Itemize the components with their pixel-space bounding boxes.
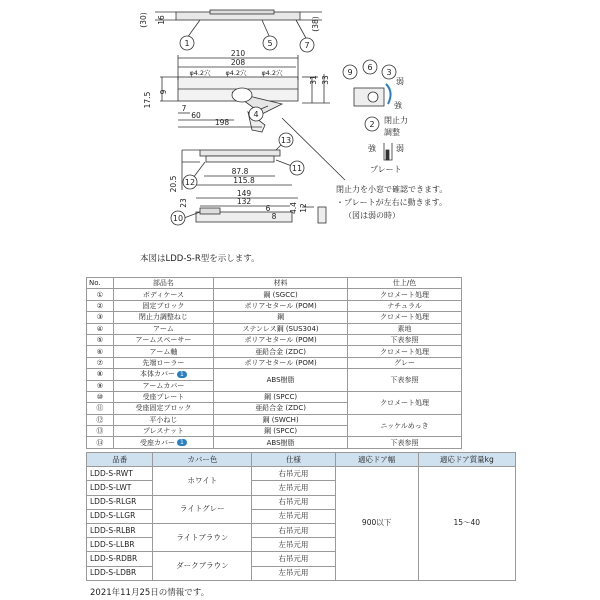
dim-hole-3: φ4.2穴 [261,69,283,77]
dim-6: 6 [265,204,271,213]
spec-cell: 左吊元用 [252,566,335,580]
callout-2-text: 2 [369,120,375,129]
note-line-1: 閉止力を小窓で確認できます。 [336,185,448,194]
badge-1: 1 [177,371,187,378]
part-material: 鋼 (SGCC) [214,289,348,300]
part-material: ポリアセタール (POM) [214,357,348,368]
part-no: ⑧ [87,369,114,380]
product-code: LDD-S-RWT [87,467,153,481]
footer-note: 2021年11月25日の情報です。 [90,588,210,598]
product-code: LDD-S-LDBR [87,566,153,580]
dim-17-5: 17.5 [143,91,152,109]
part-material: 鋼 [214,312,348,323]
dim-8: 8 [271,212,277,221]
spec-header: 適応ドア質量kg [418,453,515,467]
parts-header: 仕上/色 [348,278,462,289]
technical-drawing [0,0,600,260]
dim-60: 60 [191,111,201,120]
product-code: LDD-S-RLBR [87,523,153,537]
spec-cell: 右吊元用 [252,467,335,481]
door-width: 900以下 [335,467,418,581]
product-code: LDD-S-LLGR [87,509,153,523]
callout-6-text: 6 [367,63,373,72]
dim-4-4: 4.4 [289,202,298,214]
part-no: ⑨ [87,380,114,391]
part-no: ⑭ [87,437,114,448]
callout-10-text: 10 [172,214,184,223]
spec-header-row [87,453,516,467]
dim-9: 9 [159,89,168,95]
dim-198: 198 [214,118,230,127]
plate-label: プレート [370,165,402,174]
part-finish: クロメート処理 [348,346,462,357]
callout-1-text: 1 [184,39,190,48]
table-row [87,334,462,345]
part-material: ポリアセタール (POM) [214,300,348,311]
dim-33: 33 [321,75,330,85]
part-name: アームカバー [113,380,213,391]
dim-87-8: 87.8 [231,167,249,176]
callout-11-text: 11 [291,164,303,173]
dim-31: 31 [309,75,318,85]
dim-hole-1: φ4.2穴 [189,69,211,77]
table-row [87,346,462,357]
strong-label: 強 [394,101,402,110]
part-name: アーム [113,323,213,334]
product-code: LDD-S-LLBR [87,538,153,552]
part-name: 受座プレート [113,391,213,402]
dim-115-8: 115.8 [233,176,255,185]
part-no: ⑦ [87,357,114,368]
part-name-cell [113,437,213,448]
part-material: ステンレス鋼 (SUS304) [214,323,348,334]
parts-table [86,277,462,449]
spec-cell: 左吊元用 [252,509,335,523]
part-no: ⑩ [87,391,114,402]
spec-cell: 右吊元用 [252,523,335,537]
part-finish: 下表参照 [348,334,462,345]
callout-5-text: 5 [267,39,273,48]
table-row [87,300,462,311]
dim-38: (38) [311,16,320,32]
dim-30: (30) [139,12,148,28]
dim-20-5: 20.5 [169,175,178,193]
table-row [87,357,462,368]
door-mass: 15～40 [418,467,515,581]
part-material: 鋼 (SPCC) [214,391,348,402]
spec-cell: 左吊元用 [252,481,335,495]
part-material: 亜鉛合金 (ZDC) [214,346,348,357]
dim-132: 132 [236,197,252,206]
parts-header: No. [87,278,114,289]
part-name: 受座固定ブロック [113,403,213,414]
part-no: ⑬ [87,426,114,437]
parts-header-row [87,278,462,289]
spec-header: 適応ドア幅 [335,453,418,467]
dim-210: 210 [230,49,246,58]
part-material: ABS樹脂 [214,369,348,392]
cover-color: ライトブラウン [153,523,252,551]
part-finish: ニッケルめっき [348,414,462,437]
closing-force-label: 閉止力 [384,116,408,125]
part-name: ボディケース [113,289,213,300]
part-no: ⑫ [87,414,114,425]
part-material: ABS樹脂 [214,437,348,448]
part-no: ① [87,289,114,300]
callout-3-text: 3 [386,68,392,77]
weak-label: 弱 [396,77,404,86]
cover-color: ライトグレー [153,495,252,523]
table-row [87,323,462,334]
adjust-label: 調整 [384,128,400,137]
table-row [87,391,462,402]
spec-cell: 右吊元用 [252,495,335,509]
strike-plate-top [200,150,280,156]
callout-9-text: 9 [347,68,353,77]
spec-table [86,452,516,581]
dim-12: 12 [299,203,308,213]
part-no: ② [87,300,114,311]
top-view-cover [210,10,274,14]
dim-16: 16 [157,15,166,25]
callout-7-text: 7 [304,41,310,50]
dim-208: 208 [230,58,246,67]
part-no: ⑥ [87,346,114,357]
spec-header: 仕様 [252,453,335,467]
spec-header: カバー色 [153,453,252,467]
table-row [87,369,462,380]
part-finish: クロメート処理 [348,289,462,300]
dim-7: 7 [181,104,187,113]
parts-header: 部品名 [113,278,213,289]
part-material: ポリアセタール (POM) [214,334,348,345]
part-no: ④ [87,323,114,334]
part-name: アームスペーサー [113,334,213,345]
callout-12-text: 12 [184,178,196,187]
spec-header: 品番 [87,453,153,467]
part-name: 本体カバー [140,370,176,379]
note-line-3: （図は弱の時） [344,211,400,220]
cover-color: ホワイト [153,467,252,495]
part-finish: ナチュラル [348,300,462,311]
note-line-2: ・プレートが左右に動きます。 [336,198,448,207]
part-finish: クロメート処理 [348,312,462,323]
product-code: LDD-S-RLGR [87,495,153,509]
part-finish: 下表参照 [348,437,462,448]
product-code: LDD-S-LWT [87,481,153,495]
part-name: プレスナット [113,426,213,437]
part-name: 閉止力調整ねじ [113,312,213,323]
table-row [87,289,462,300]
spec-cell: 右吊元用 [252,552,335,566]
part-finish: 素地 [348,323,462,334]
badge-1: 1 [177,439,187,446]
spec-cell: 左吊元用 [252,538,335,552]
callout-4-text: 4 [253,110,259,119]
part-name: 受座カバー [140,438,176,447]
table-row [87,467,516,481]
part-material: 鋼 (SPCC) [214,426,348,437]
part-no: ⑪ [87,403,114,414]
product-code: LDD-S-RDBR [87,552,153,566]
part-name: 平小ねじ [113,414,213,425]
part-finish: 下表参照 [348,369,462,392]
dim-hole-2: φ4.2穴 [225,69,247,77]
part-name: 先端ローラー [113,357,213,368]
callout-13-text: 13 [280,136,292,145]
part-no: ③ [87,312,114,323]
parts-header: 材料 [214,278,348,289]
part-finish: クロメート処理 [348,391,462,414]
drawing-caption: 本図はLDD-S-R型を示します。 [140,254,260,264]
table-row [87,414,462,425]
part-name-cell [113,369,213,380]
part-name: 固定ブロック [113,300,213,311]
part-material: 鋼 (SWCH) [214,414,348,425]
dim-149: 149 [236,189,252,198]
roller-arm [232,88,252,102]
part-no: ⑤ [87,334,114,345]
part-name: アーム軸 [113,346,213,357]
plate-weak-label: 弱 [396,144,404,153]
part-material: 亜鉛合金 (ZDC) [214,403,348,414]
plate-strong-label: 強 [368,144,376,153]
dim-23: 23 [179,198,188,208]
table-row [87,437,462,448]
part-finish: グレー [348,357,462,368]
table-row [87,312,462,323]
cover-color: ダークブラウン [153,552,252,580]
